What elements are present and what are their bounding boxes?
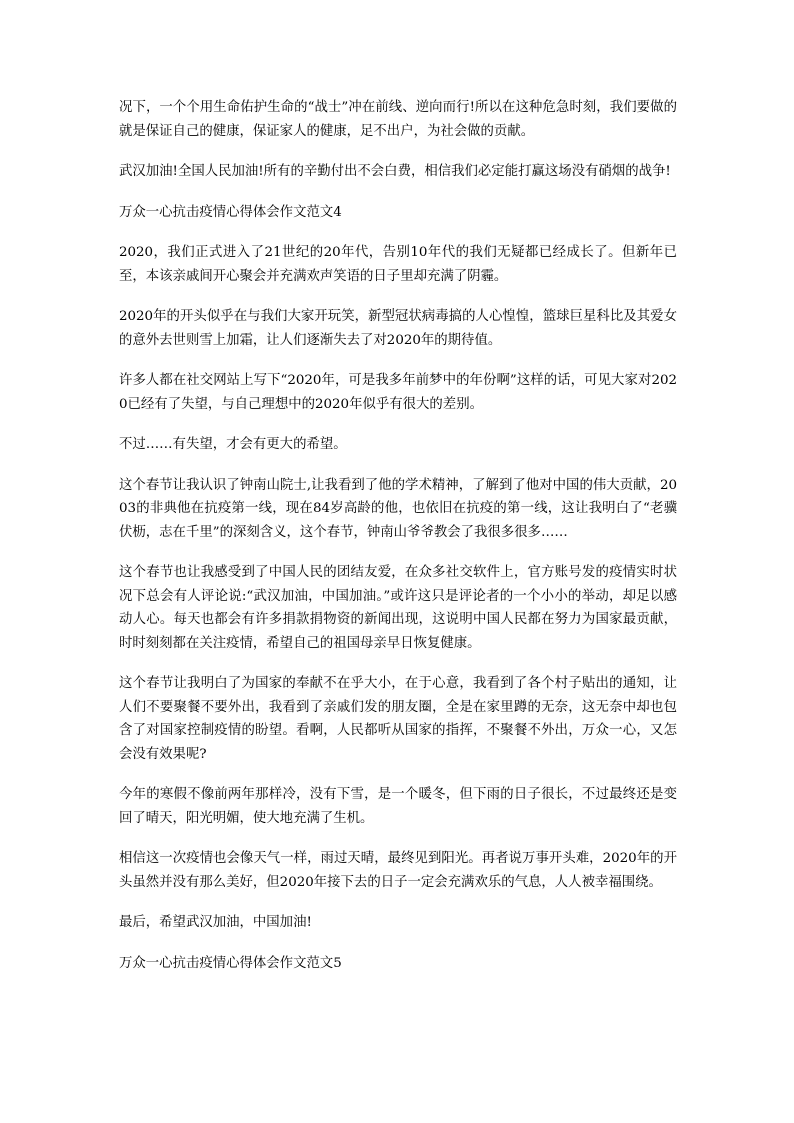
paragraph: 不过……有失望，才会有更大的希望。 (119, 437, 347, 452)
paragraph: 这个春节让我明白了为国家的奉献不在乎大小，在于心意，我看到了各个村子贴出的通知，让人们不要聚餐不要外出，我看到了亲戚们发的朋友圈，全是在家里蹲的无奈，这无奈中却也包含了对国家控制疫情的盼望。看啊，人民都听从国家的指挥，不聚餐不外出，万众一心，又怎会没有效果呢? (119, 676, 677, 762)
paragraph: 这个春节也让我感受到了中国人民的团结友爱，在众多社交软件上，官方账号发的疫情实时状况下总会有人评论说:“武汉加油，中国加油。”或许这只是评论者的一个小小的举动，却足以感动人心。每天也都会有许多捐款捐物资的新闻出现，这说明中国人民都在努力为国家最贡献，时时刻刻都在关注疫情，希望自己的祖国母亲早日恢复健康。 (119, 565, 677, 651)
paragraph: 最后，希望武汉加油，中国加油! (119, 915, 312, 930)
paragraph: 这个春节让我认识了钟南山院士,让我看到了他的学术精神，了解到了他对中国的伟大贡献，2003的非典他在抗疫第一线，现在84岁高龄的他，也依旧在抗疫的第一线，这让我明白了“老骥伏枥，志在千里”的深刻含义，这个春节，钟南山爷爷教会了我很多很多…… (119, 477, 677, 540)
paragraph: 武汉加油!全国人民加油!所有的辛勤付出不会白费，相信我们必定能打赢这场没有硝烟的战争! (119, 164, 671, 179)
paragraph: 况下，一个个用生命佑护生命的“战士”冲在前线、逆向而行!所以在这种危急时刻，我们要做的就是保证自己的健康，保证家人的健康，足不出户，为社会做的贡献。 (119, 100, 677, 139)
paragraph: 2020，我们正式进入了21世纪的20年代，告别10年代的我们无疑都已经成长了。但新年已至，本该亲戚间开心聚会并充满欢声笑语的日子里却充满了阴霾。 (119, 245, 677, 284)
paragraph: 许多人都在社交网站上写下“2020年，可是我多年前梦中的年份啊”这样的话，可见大家对2020已经有了失望，与自己理想中的2020年似乎有很大的差别。 (119, 373, 677, 412)
section-heading: 万众一心抗击疫情心得体会作文范文5 (119, 955, 342, 971)
paragraph: 相信这一次疫情也会像天气一样，雨过天晴，最终见到阳光。再者说万事开头难，2020年的开头虽然并没有那么美好，但2020年接下去的日子一定会充满欢乐的气息，人人被幸福围绕。 (119, 851, 677, 890)
section-heading: 万众一心抗击疫情心得体会作文范文4 (119, 204, 342, 220)
paragraph: 2020年的开头似乎在与我们大家开玩笑，新型冠状病毒搞的人心惶惶，篮球巨星科比及其爱女的意外去世则雪上加霜，让人们逐渐失去了对2020年的期待值。 (119, 309, 677, 348)
document-body (119, 96, 677, 992)
paragraph: 今年的寒假不像前两年那样冷，没有下雪，是一个暖冬，但下雨的日子很长，不过最终还是变回了晴天，阳光明媚，使大地充满了生机。 (119, 787, 677, 826)
